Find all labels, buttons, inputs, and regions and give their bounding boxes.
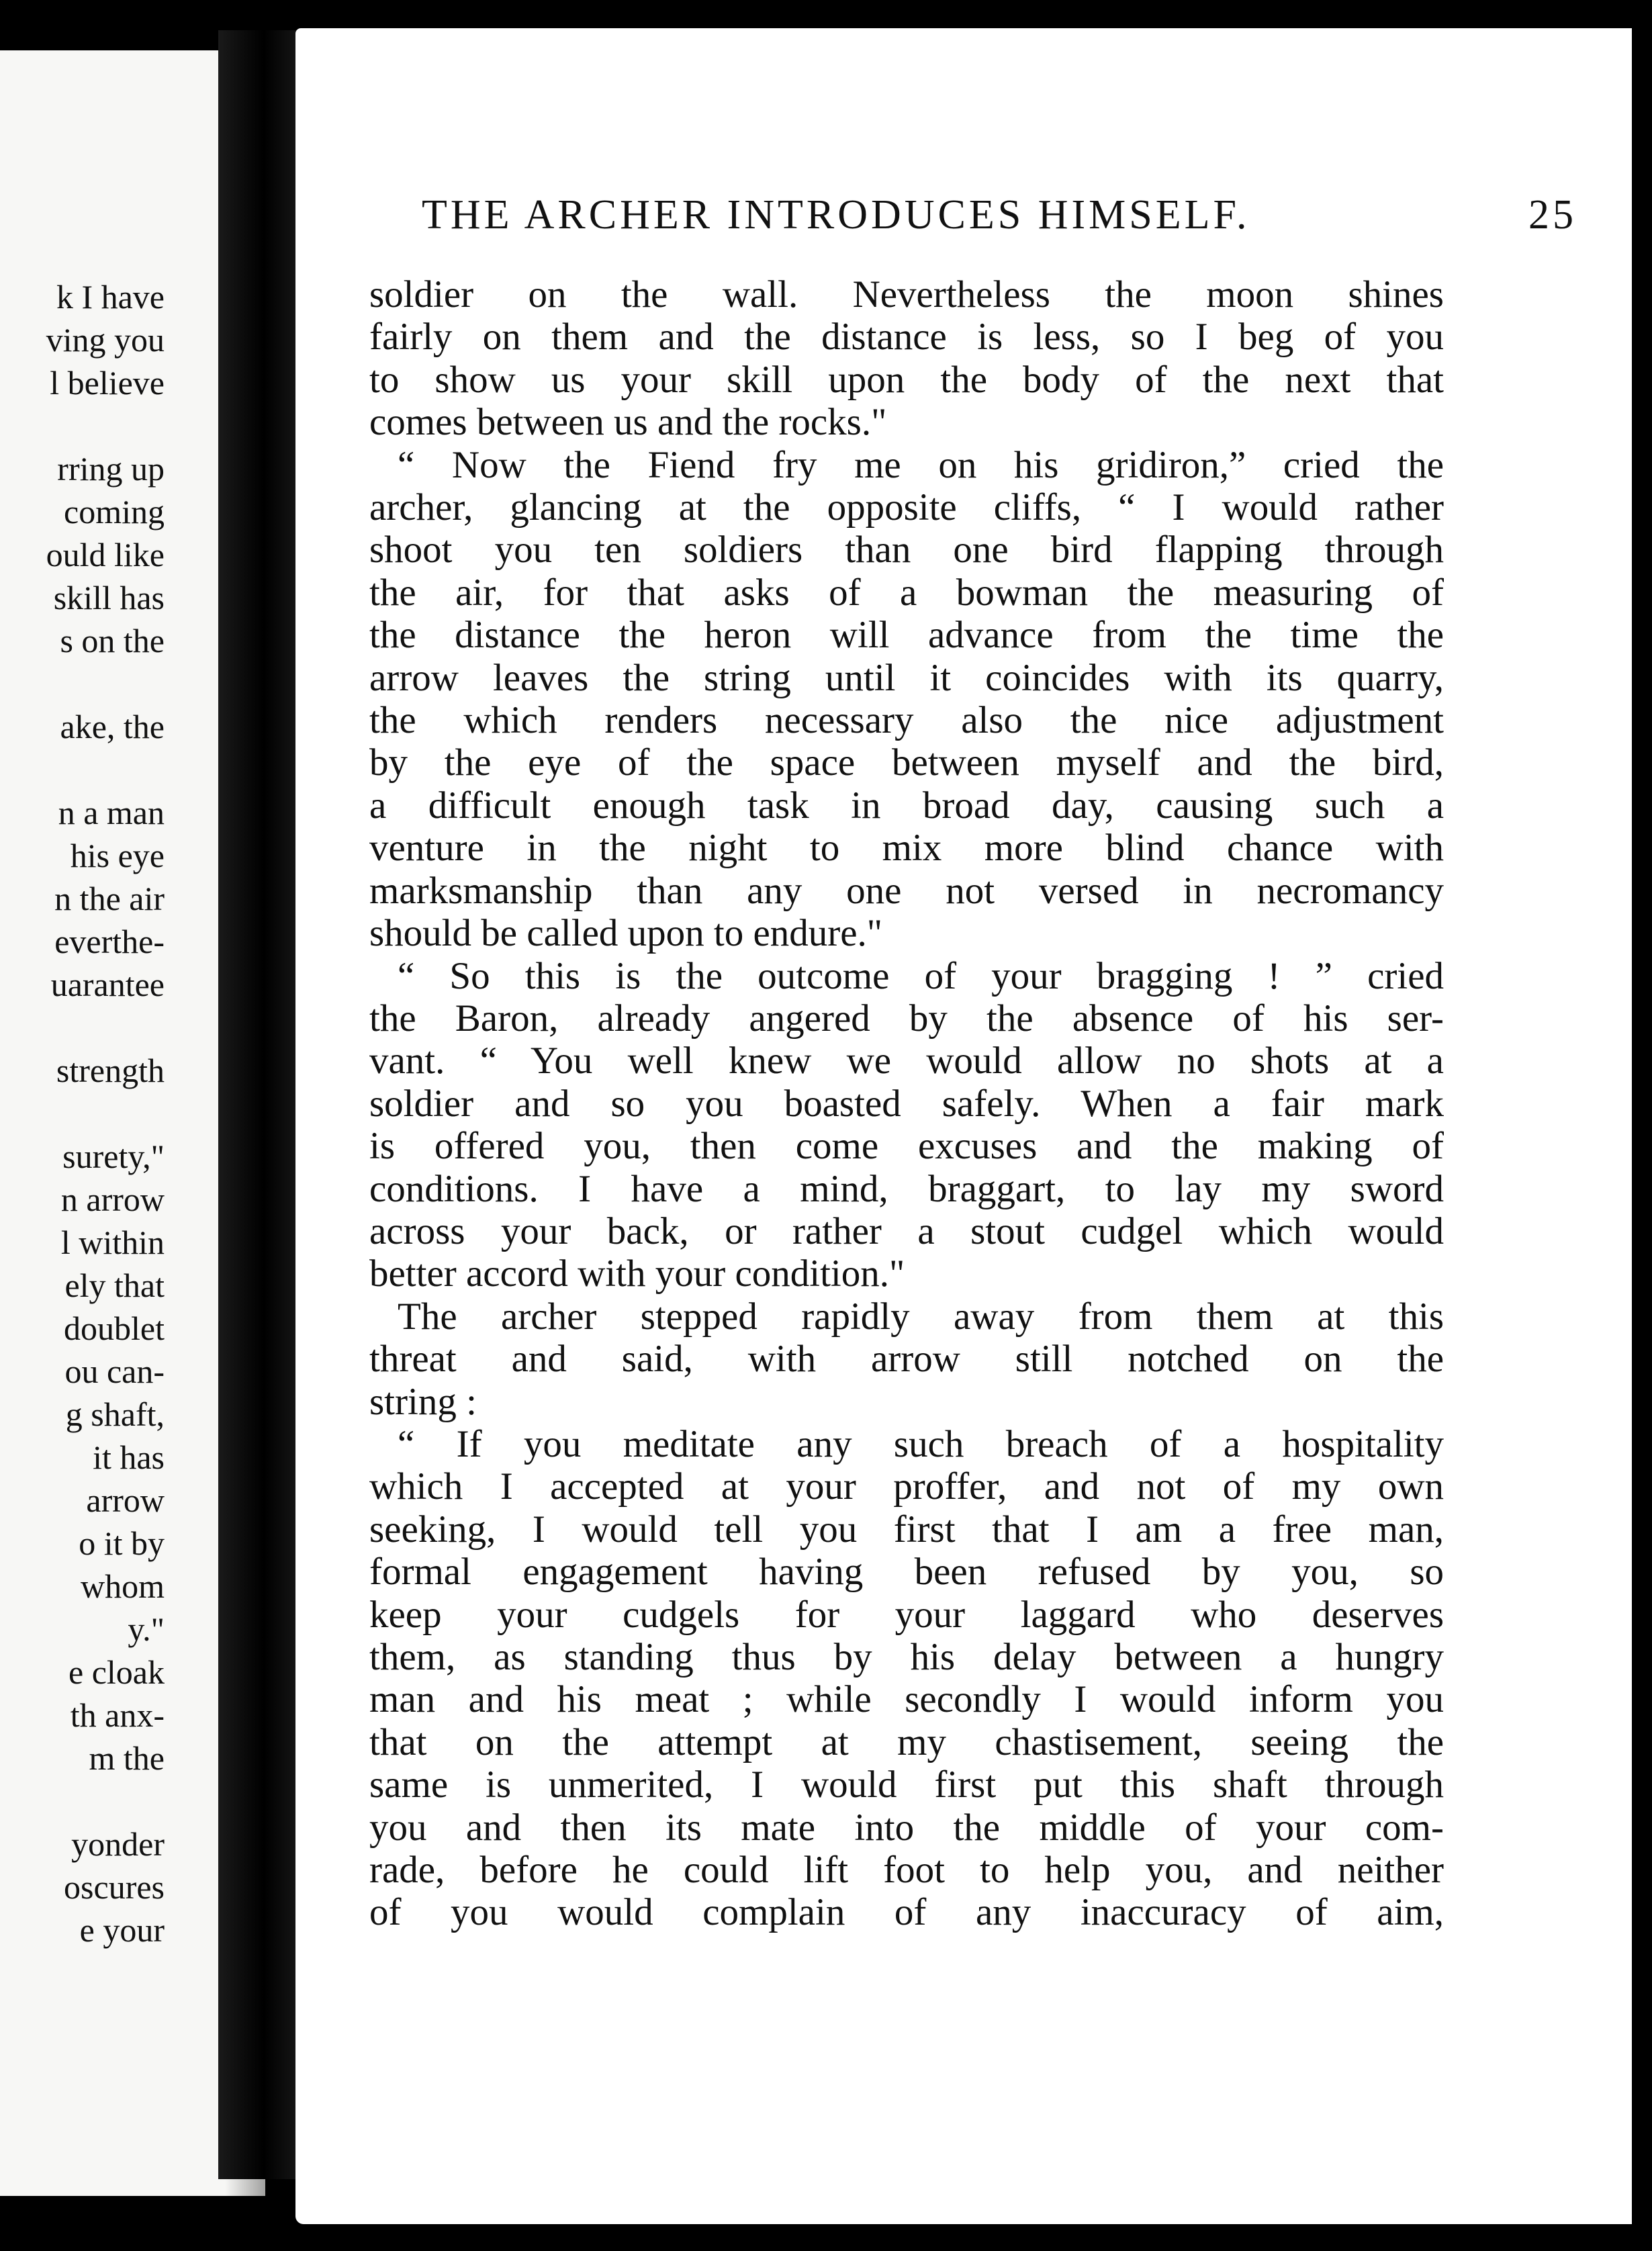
facing-page-line: coming xyxy=(64,493,165,531)
facing-page-line: l believe xyxy=(50,364,165,402)
book-page xyxy=(295,28,1632,2224)
facing-page-line: ake, the xyxy=(60,708,165,745)
facing-page-line: ely that xyxy=(64,1267,165,1304)
text-line: threat and said, with arrow still notched on the xyxy=(369,1338,1444,1381)
facing-page-line: arrow xyxy=(86,1481,165,1519)
facing-page-line: whom xyxy=(81,1567,165,1605)
facing-page-line: ould like xyxy=(46,536,165,573)
facing-page-line: everthe- xyxy=(54,923,165,960)
text-line: shoot you ten soldiers than one bird flapping through xyxy=(369,529,1444,571)
facing-page-line: uarantee xyxy=(50,966,165,1003)
facing-page-line: surety," xyxy=(62,1138,165,1175)
text-line: arrow leaves the string until it coincides with its quarry, xyxy=(369,656,1444,699)
text-line: vant. “ You well knew we would allow no shots at a xyxy=(369,1040,1444,1083)
facing-page-line: oscures xyxy=(64,1868,165,1906)
text-line: to show us your skill upon the body of the next that xyxy=(369,358,1444,401)
facing-page-line: n a man xyxy=(58,794,165,831)
facing-page-line xyxy=(0,1780,165,1823)
facing-page-line: o it by xyxy=(79,1524,165,1562)
text-line: fairly on them and the distance is less, so I beg of you xyxy=(369,316,1444,359)
running-head xyxy=(422,191,1577,239)
facing-page-line: s on the xyxy=(60,622,165,659)
page-number: 25 xyxy=(1528,192,1577,238)
running-head-title: THE ARCHER INTRODUCES HIMSELF. xyxy=(422,192,1250,238)
text-line: them, as standing thus by his delay between a hungry xyxy=(369,1636,1444,1678)
text-line: soldier and so you boasted safely. When a fair mark xyxy=(369,1082,1444,1125)
text-line: soldier on the wall. Nevertheless the moon shines xyxy=(369,273,1444,316)
text-line: the distance the heron will advance from the time the xyxy=(369,614,1444,657)
text-line: same is unmerited, I would first put this shaft through xyxy=(369,1763,1444,1806)
facing-page-line: ving you xyxy=(46,321,165,359)
facing-page-line: his eye xyxy=(70,837,165,874)
facing-page-line: yonder xyxy=(71,1825,165,1863)
facing-page-line: doublet xyxy=(64,1310,165,1347)
text-line: archer, glancing at the opposite cliffs, “ I would rather xyxy=(369,486,1444,529)
text-line: across your back, or rather a stout cudgel which would xyxy=(369,1209,1444,1252)
text-line: which I accepted at your proffer, and not of my own xyxy=(369,1465,1444,1508)
text-line: better accord with your condition." xyxy=(369,1252,905,1295)
facing-page-line: y." xyxy=(128,1610,165,1648)
facing-page-line xyxy=(0,1006,165,1049)
text-line: a difficult enough task in broad day, causing such a xyxy=(369,784,1444,827)
text-line: that on the attempt at my chastisement, seeing the xyxy=(369,1720,1444,1763)
text-line: “ If you meditate any such breach of a hospitality xyxy=(398,1422,1444,1465)
text-line: string : xyxy=(369,1380,477,1423)
facing-page-line: strength xyxy=(56,1052,165,1089)
text-line: “ So this is the outcome of your bragging ! ” cried xyxy=(398,954,1444,997)
text-line: of you would complain of any inaccuracy of aim, xyxy=(369,1891,1444,1934)
text-line: the Baron, already angered by the absence of his ser- xyxy=(369,997,1444,1040)
text-line: comes between us and the rocks." xyxy=(369,401,887,444)
text-line: The archer stepped rapidly away from them at this xyxy=(398,1295,1444,1338)
text-line: the air, for that asks of a bowman the measuring of xyxy=(369,571,1444,614)
text-line: marksmanship than any one not versed in necromancy xyxy=(369,869,1444,912)
text-line: rade, before he could lift foot to help you, and neither xyxy=(369,1849,1444,1892)
text-line: man and his meat ; while secondly I would inform you xyxy=(369,1678,1444,1721)
facing-page-line: it has xyxy=(93,1438,165,1476)
facing-page-line: g shaft, xyxy=(65,1395,165,1433)
text-line: by the eye of the space between myself and the bird, xyxy=(369,741,1444,784)
text-line: seeking, I would tell you first that I am a free man, xyxy=(369,1508,1444,1551)
facing-page-line: ou can- xyxy=(64,1352,165,1390)
facing-page-line: rring up xyxy=(57,450,165,488)
facing-page-line: skill has xyxy=(53,579,165,616)
text-line: is offered you, then come excuses and the making of xyxy=(369,1125,1444,1168)
text-line: should be called upon to endure." xyxy=(369,912,883,955)
facing-page-line: n the air xyxy=(54,880,165,917)
text-line: the which renders necessary also the nice adjustment xyxy=(369,699,1444,742)
facing-page-line xyxy=(0,662,165,705)
facing-page-line xyxy=(0,1092,165,1135)
text-line: “ Now the Fiend fry me on his gridiron,” cried the xyxy=(398,443,1444,486)
facing-page-line: e your xyxy=(79,1911,165,1949)
facing-page-line: m the xyxy=(89,1739,165,1777)
text-line: conditions. I have a mind, braggart, to lay my sword xyxy=(369,1167,1444,1210)
facing-page-line: l within xyxy=(60,1224,165,1261)
facing-page-line: e cloak xyxy=(68,1653,165,1691)
text-line: you and then its mate into the middle of your com- xyxy=(369,1806,1444,1849)
facing-page-text xyxy=(0,275,165,1951)
text-line: keep your cudgels for your laggard who deserves xyxy=(369,1593,1444,1636)
text-line: formal engagement having been refused by you, so xyxy=(369,1551,1444,1594)
facing-page-line: k I have xyxy=(56,278,165,316)
facing-page-line xyxy=(0,404,165,447)
facing-page-line: th anx- xyxy=(70,1696,165,1734)
facing-page-line: n arrow xyxy=(60,1181,165,1218)
facing-page-line xyxy=(0,748,165,791)
body-text xyxy=(369,273,1652,1934)
text-line: venture in the night to mix more blind chance with xyxy=(369,827,1444,870)
